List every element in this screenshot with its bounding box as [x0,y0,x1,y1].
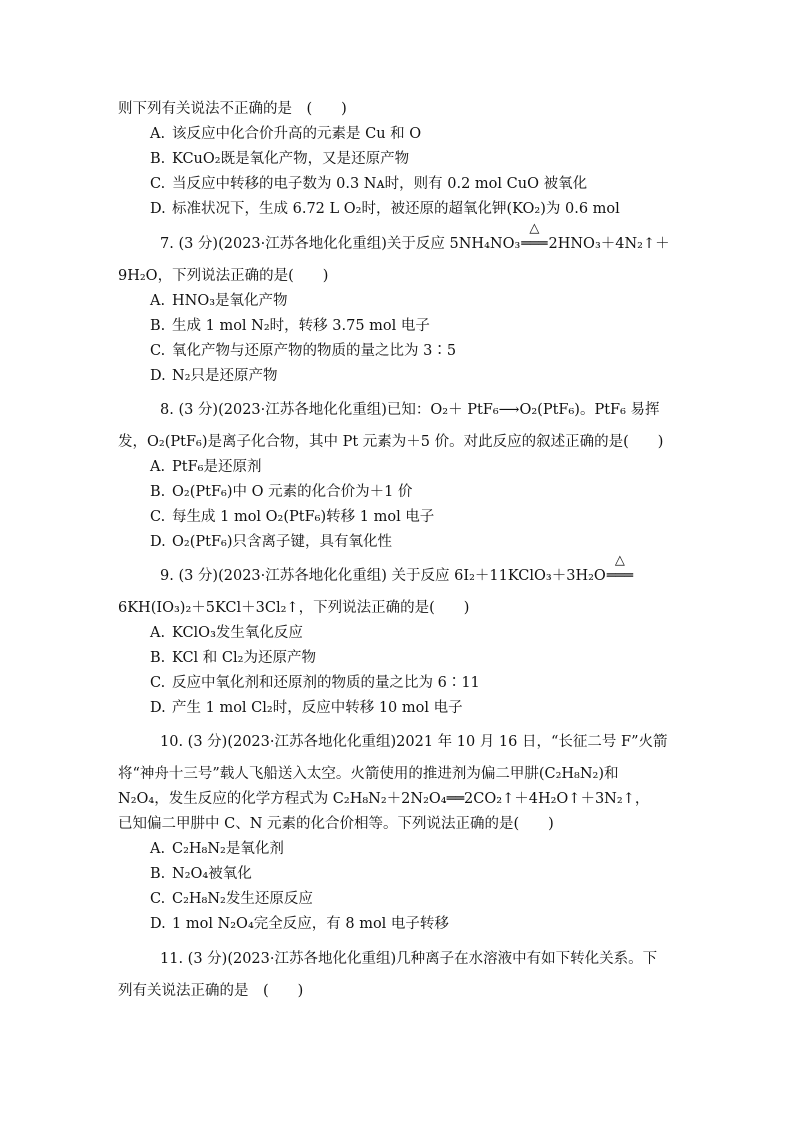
q7-stem-line1: 7. (3 分)(2023·江苏各地化化重组)关于反应 5NH₄NO₃ △ ═══2HNO₃＋4N₂↑＋ [160,221,670,252]
q11-stem-line1: 11. (3 分)(2023·江苏各地化化重组)几种离子在水溶液中有如下转化关系。下 [160,951,658,967]
q6-stem-tail: 则下列有关说法不正确的是 ( ) [118,101,347,117]
q10-stem-line3: N₂O₄，发生反应的化学方程式为 C₂H₈N₂＋2N₂O₄══2CO₂↑＋4H₂O↑＋3N₂↑， [118,791,650,807]
q6-option-c[interactable]: C. 当反应中转移的电子数为 0.3 Nᴀ时，则有 0.2 mol CuO 被氧化 [150,176,588,192]
heat-triangle: △ [614,553,625,568]
q9-stem-line1: 9. (3 分)(2023·江苏各地化化重组) 关于反应 6I₂＋11KClO₃＋3H₂O △ ═══ [160,553,633,584]
q10-option-c[interactable]: C. C₂H₈N₂发生还原反应 [150,891,313,907]
q11-stem-line2: 列有关说法正确的是 ( ) [118,983,304,999]
q7-option-d[interactable]: D. N₂只是还原产物 [150,368,278,384]
q10-stem-line2: 将“神舟十三号”载人飞船送入太空。火箭使用的推进剂为偏二甲肼(C₂H₈N₂)和 [118,766,619,782]
q10-option-a[interactable]: A. C₂H₈N₂是氧化剂 [150,841,284,857]
q8-stem-line1: 8. (3 分)(2023·江苏各地化化重组)已知：O₂＋ PtF₆⟶O₂(PtF₆)。PtF₆ 易挥 [160,402,660,418]
heat-triangle: △ [529,221,540,236]
q10-stem-line4: 已知偏二甲肼中 C、N 元素的化合价相等。下列说法正确的是( ) [118,816,554,832]
q9-stem-line2: 6KH(IO₃)₂＋5KCl＋3Cl₂↑，下列说法正确的是( ) [118,600,470,616]
q6-option-d[interactable]: D. 标准状况下，生成 6.72 L O₂时，被还原的超氧化钾(KO₂)为 0.6 mol [150,201,620,217]
q8-option-d[interactable]: D. O₂(PtF₆)只含离子键，具有氧化性 [150,534,392,550]
q7-option-b[interactable]: B. 生成 1 mol N₂时，转移 3.75 mol 电子 [150,318,430,334]
heat-arrow: △ ═══ [606,553,633,584]
q9-option-c[interactable]: C. 反应中氧化剂和还原剂的物质的量之比为 6∶11 [150,675,480,691]
q9-option-d[interactable]: D. 产生 1 mol Cl₂时，反应中转移 10 mol 电子 [150,700,463,716]
q7-stem-line2: 9H₂O，下列说法正确的是( ) [118,268,329,284]
q6-option-b[interactable]: B. KCuO₂既是氧化产物，又是还原产物 [150,151,410,167]
q10-option-d[interactable]: D. 1 mol N₂O₄完全反应，有 8 mol 电子转移 [150,916,449,932]
q7-option-c[interactable]: C. 氧化产物与还原产物的物质的量之比为 3∶5 [150,343,457,359]
q10-stem-line1: 10. (3 分)(2023·江苏各地化化重组)2021 年 10 月 16 日，“长征二号 F”火箭 [160,734,668,750]
q10-option-b[interactable]: B. N₂O₄被氧化 [150,866,252,882]
q6-option-a[interactable]: A. 该反应中化合价升高的元素是 Cu 和 O [150,126,422,142]
q8-option-c[interactable]: C. 每生成 1 mol O₂(PtF₆)转移 1 mol 电子 [150,509,435,525]
q9-option-b[interactable]: B. KCl 和 Cl₂为还原产物 [150,650,316,666]
q7-option-a[interactable]: A. HNO₃是氧化产物 [150,293,288,309]
q9-option-a[interactable]: A. KClO₃发生氧化反应 [150,625,303,641]
q8-stem-line2: 发，O₂(PtF₆)是离子化合物，其中 Pt 元素为＋5 价。对此反应的叙述正确的是( ) [118,434,664,450]
q8-option-a[interactable]: A. PtF₆是还原剂 [150,459,262,475]
heat-arrow: △ ═══ [521,221,548,252]
q8-option-b[interactable]: B. O₂(PtF₆)中 O 元素的化合价为＋1 价 [150,484,413,500]
